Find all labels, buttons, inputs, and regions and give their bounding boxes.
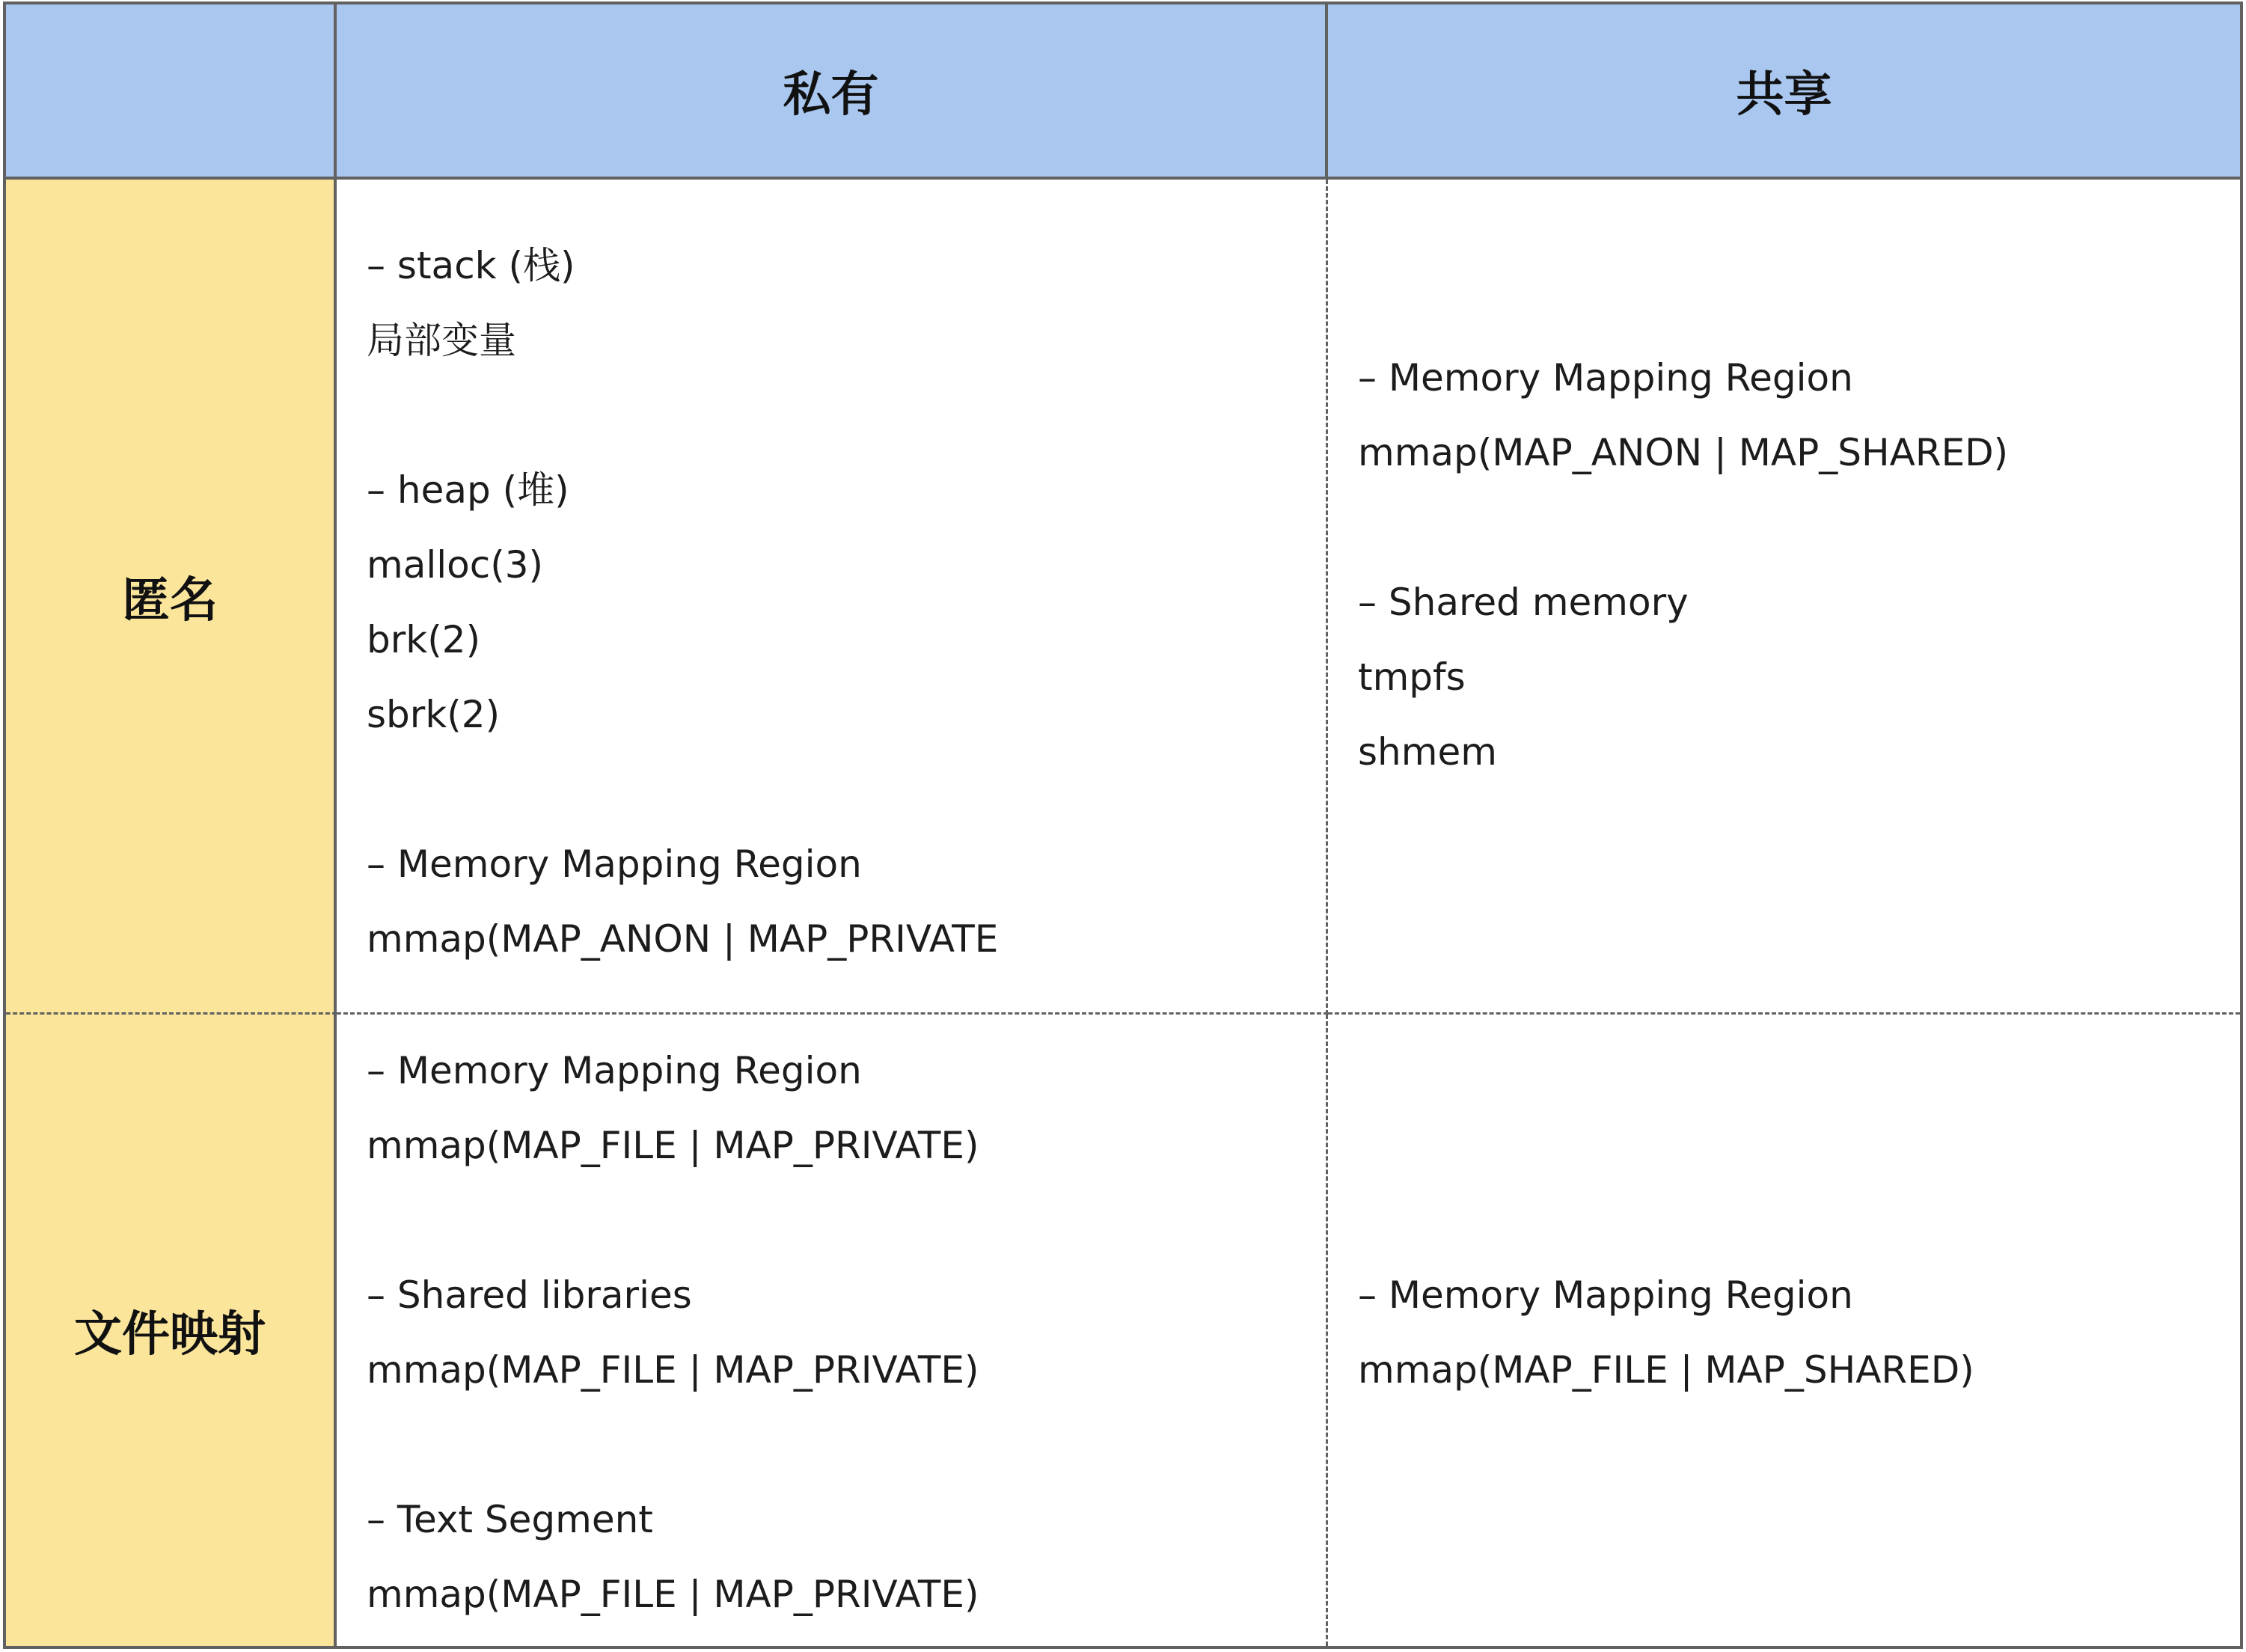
row-label-anonymous: 匿名 xyxy=(6,180,337,1015)
stack-title: – stack (栈) xyxy=(367,244,575,287)
header-private: 私有 xyxy=(337,4,1328,180)
heap-sbrk: sbrk(2) xyxy=(367,693,501,736)
cell-file-mapping-shared xyxy=(1328,1015,2240,1646)
shared-libraries-title: – Shared libraries xyxy=(367,1273,692,1317)
row-label-file-mapping: 文件映射 xyxy=(6,1015,337,1646)
anon-shared-mmap-title: – Memory Mapping Region xyxy=(1358,356,1853,400)
shared-memory-title: – Shared memory xyxy=(1358,581,1689,624)
stack-desc: 局部变量 xyxy=(367,319,516,362)
file-shared-mmap-call: mmap(MAP_FILE | MAP_SHARED) xyxy=(1358,1348,1974,1392)
heap-brk: brk(2) xyxy=(367,618,481,661)
spacer xyxy=(367,1183,1326,1258)
file-shared-mmap-title: – Memory Mapping Region xyxy=(1358,1273,1853,1317)
anon-private-mmap-call: mmap(MAP_ANON | MAP_PRIVATE xyxy=(367,917,999,961)
shared-libraries-call: mmap(MAP_FILE | MAP_PRIVATE) xyxy=(367,1348,979,1392)
shared-memory-tmpfs: tmpfs xyxy=(1358,655,1466,699)
spacer xyxy=(367,378,1326,453)
cell-anonymous-shared xyxy=(1328,180,2240,1015)
text-segment-title: – Text Segment xyxy=(367,1498,653,1541)
header-corner-cell xyxy=(6,4,337,180)
text-segment-call: mmap(MAP_FILE | MAP_PRIVATE) xyxy=(367,1573,979,1616)
header-shared: 共享 xyxy=(1328,4,2240,180)
heap-malloc: malloc(3) xyxy=(367,543,544,587)
cell-anonymous-private xyxy=(337,180,1328,1015)
memory-mapping-table xyxy=(3,1,2243,1649)
anon-shared-mmap-call: mmap(MAP_ANON | MAP_SHARED) xyxy=(1358,431,2009,474)
shared-memory-shmem: shmem xyxy=(1358,730,1497,774)
file-private-mmap-call: mmap(MAP_FILE | MAP_PRIVATE) xyxy=(367,1124,979,1167)
spacer xyxy=(367,752,1326,827)
spacer xyxy=(367,1407,1326,1482)
cell-file-mapping-private xyxy=(337,1015,1328,1646)
heap-title: – heap (堆) xyxy=(367,468,569,512)
anon-private-mmap-title: – Memory Mapping Region xyxy=(367,842,862,886)
file-private-mmap-title: – Memory Mapping Region xyxy=(367,1049,862,1092)
spacer xyxy=(1358,490,2240,565)
